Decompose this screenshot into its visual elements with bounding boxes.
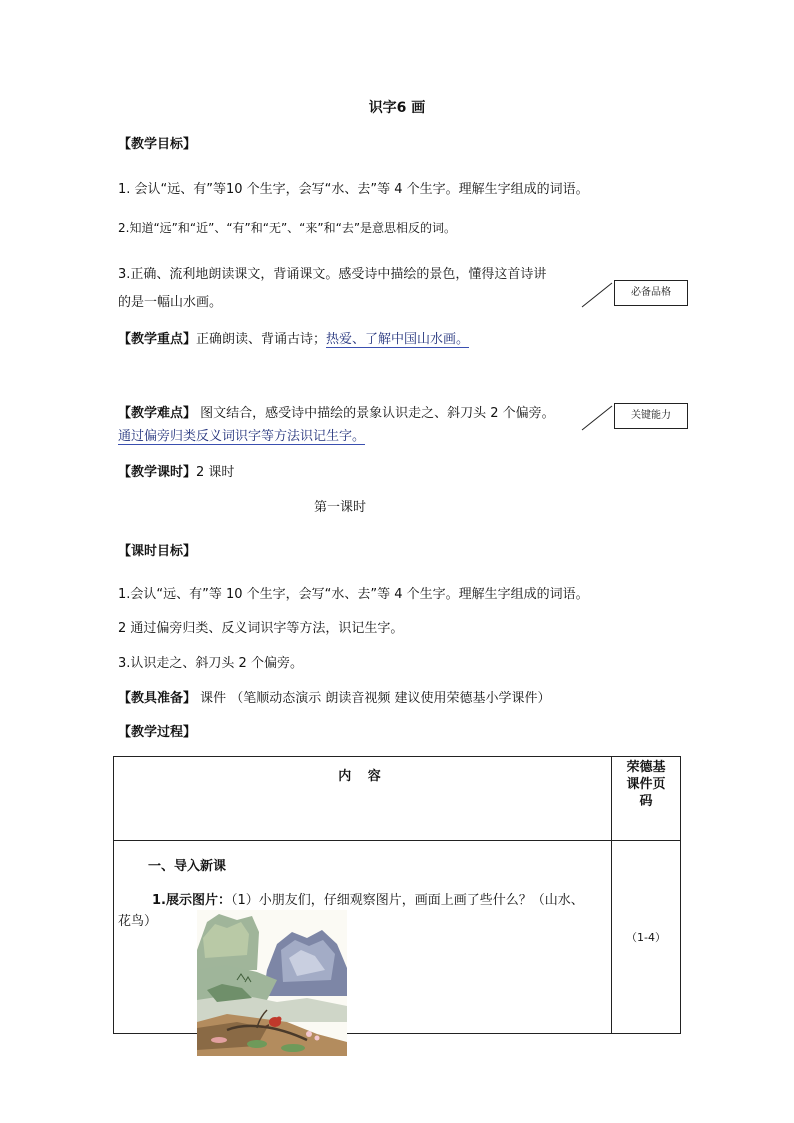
note-2-connector: [580, 404, 614, 432]
process-heading: 【教学过程】: [118, 725, 197, 740]
page-title: 识字6 画: [368, 100, 426, 116]
landscape-painting-image: [197, 910, 347, 1056]
page-ref-cell: [612, 841, 681, 1034]
lesson-goal-2: 2 通过偏旁归类、反义词识字等方法，识记生字。: [118, 621, 404, 636]
prep-line: [118, 687, 551, 706]
header-content: 内 容: [114, 757, 612, 841]
first-lesson-title: 第一课时: [314, 500, 367, 515]
lesson-goal-3: 3.认识走之、斜刀头 2 个偏旁。: [118, 656, 303, 671]
hours-line: [118, 461, 234, 480]
prep-text: 课件 （笔顺动态演示 朗读音视频 建议使用荣德基小学课件）: [196, 691, 551, 706]
header-page-line3: 码: [639, 794, 653, 809]
content-cell: [114, 841, 612, 1034]
difficulty-label: 【教学难点】: [118, 406, 197, 421]
hours-value: 2 课时: [196, 465, 235, 480]
step-1-text-2: 花鸟）: [118, 914, 158, 929]
objective-1: 1. 会认“远、有”等10 个生字，会写“水、去”等 4 个生字。理解生字组成的词语。: [118, 182, 589, 197]
page-ref: （1-4）: [626, 931, 666, 944]
key-points-text-a: 正确朗读、背诵古诗；: [196, 332, 327, 347]
key-points: [118, 328, 469, 347]
step-1-label: 1.展示图片：: [152, 893, 231, 908]
difficulty-line1: 图文结合，感受诗中描绘的景象认识走之、斜刀头 2 个偏旁。: [196, 406, 555, 421]
difficulty-line1-wrap: [118, 402, 555, 421]
objective-2: 2.知道“远”和“近”、“有”和“无”、“来”和“去”是意思相反的词。: [118, 221, 457, 235]
prep-label: 【教具准备】: [118, 691, 197, 706]
note-box-2: 关键能力: [614, 403, 688, 429]
table-header-row: [114, 757, 681, 841]
section-1-title: 一、导入新课: [148, 859, 227, 874]
note-box-1: 必备品格: [614, 280, 688, 306]
difficulty-line2: 通过偏旁归类反义词识字等方法识记生字。: [118, 425, 365, 445]
step-1-line: [152, 889, 584, 908]
note-1-connector: [580, 281, 614, 309]
header-page-line1: 荣德基: [626, 760, 666, 775]
header-page: [612, 757, 681, 841]
key-points-text-b: 热爱、了解中国山水画。: [326, 332, 470, 347]
objective-3-line2: 的是一幅山水画。: [118, 295, 223, 310]
header-page-line2: 课件页: [626, 777, 666, 792]
key-points-label: 【教学重点】: [118, 332, 197, 347]
objective-3-line1: 3.正确、流利地朗读课文，背诵课文。感受诗中描绘的景色，懂得这首诗讲: [118, 267, 547, 282]
step-1-text: （1）小朋友们，仔细观察图片，画面上画了些什么？（山水、: [230, 893, 584, 908]
lesson-goal-1: 1.会认“远、有”等 10 个生字，会写“水、去”等 4 个生字。理解生字组成的词语。: [118, 587, 589, 602]
hours-label: 【教学课时】: [118, 465, 197, 480]
objectives-heading: 【教学目标】: [118, 137, 197, 152]
lesson-goals-heading: 【课时目标】: [118, 544, 197, 559]
